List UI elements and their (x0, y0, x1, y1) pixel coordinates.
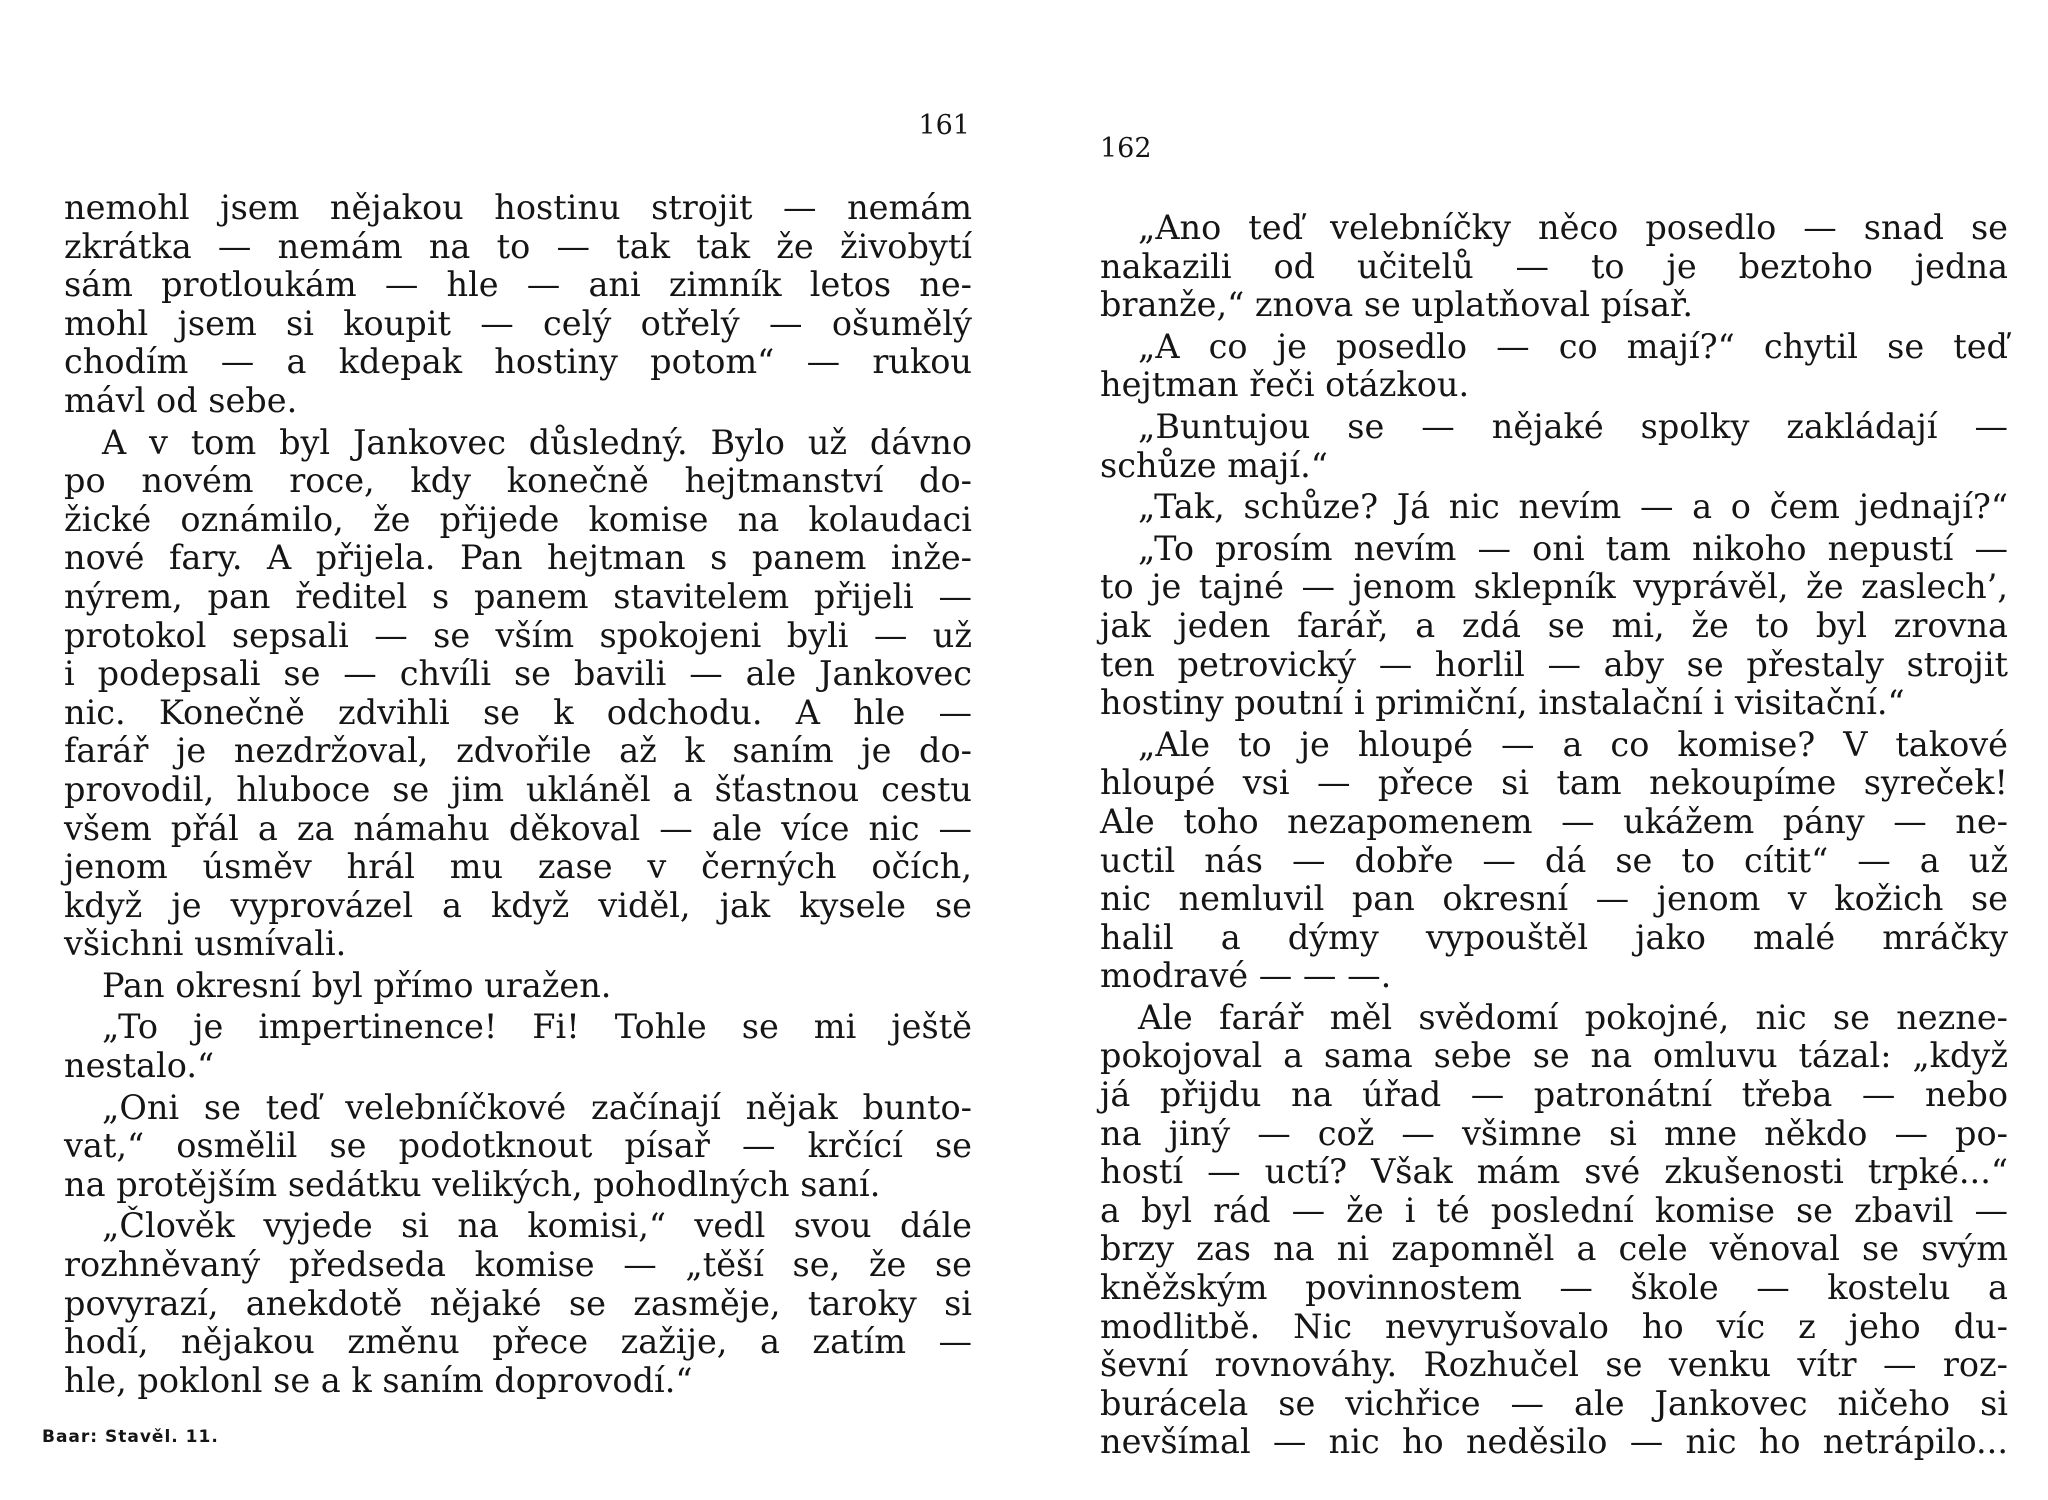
text-line: hejtman řeči otázkou. (1100, 365, 1470, 405)
text-line: já přijdu na úřad — patronátní třeba — nebo (1100, 1075, 2008, 1115)
text-line: nýrem, pan ředitel s panem stavitelem přijeli — (64, 576, 972, 616)
text-line: A v tom byl Jankovec důsledný. Bylo už dávno (102, 422, 972, 462)
text-line: rozhněvaný předseda komise — „těší se, že se (64, 1245, 972, 1285)
text-line: „Ano teď velebníčky něco posedlo — snad se (1138, 208, 2008, 247)
text-line: nic. Konečně zdvihli se k odchodu. A hle — (64, 692, 972, 732)
text-line: všichni usmívali. (64, 924, 347, 964)
right-page (1100, 0, 2010, 1500)
page-number: 162 (1100, 133, 1152, 164)
text-line: burácela se vichřice — ale Jankovec ničeho si (1100, 1383, 2008, 1423)
text-line: hle, poklonl se a k saním doprovodí.“ (64, 1360, 693, 1400)
text-line: hostí — uctí? Však mám své zkušenosti trpké...“ (1100, 1152, 2008, 1192)
text-line: hloupé vsi — přece si tam nekoupíme syreček! (1100, 763, 2008, 803)
text-line: hodí, nějakou změnu přece zažije, a zatím — (64, 1322, 972, 1362)
text-line: vat,“ osmělil se podotknout písař — krčící se (64, 1126, 972, 1166)
printer-signature: Baar: Stavěl. 11. (42, 1427, 219, 1447)
text-line: „Člověk vyjede si na komisi,“ vedl svou dále (102, 1206, 972, 1246)
text-line: povyrazí, anekdotě nějaké se zasměje, taroky si (64, 1283, 972, 1323)
text-line: nemohl jsem nějakou hostinu strojit — nemám (64, 188, 972, 227)
left-page (64, 0, 974, 1500)
text-line: mávl od sebe. (64, 380, 298, 420)
text-line: branže,“ znova se uplatňoval písař. (1100, 285, 1693, 325)
text-line: „Buntujou se — nějaké spolky zakládají — (1138, 406, 2008, 446)
text-line: nevšímal — nic ho neděsilo — nic ho netrápilo... (1100, 1422, 2008, 1462)
text-line: to je tajné — jenom sklepník vyprávěl, že zaslech’, (1100, 567, 2008, 607)
text-line: „Ale to je hloupé — a co komise? V takové (1138, 724, 2008, 764)
text-line: na protějším sedátku velikých, pohodlných saní. (64, 1164, 881, 1204)
text-line: nic nemluvil pan okresní — jenom v kožich se (1100, 879, 2008, 919)
text-line: modravé — — —. (1100, 956, 1392, 996)
text-line: když je vyprovázel a když viděl, jak kysele se (64, 885, 972, 925)
text-line: modlitbě. Nic nevyrušovalo ho víc z jeho du- (1100, 1306, 2008, 1346)
text-line: jenom úsměv hrál mu zase v černých očích, (64, 847, 972, 887)
text-line: „Tak, schůze? Já nic nevím — a o čem jednají?“ (1138, 487, 2008, 527)
page-text (1100, 209, 2008, 1462)
text-line: chodím — a kdepak hostiny potom“ — rukou (64, 342, 972, 382)
page-number: 161 (918, 110, 970, 141)
text-line: „A co je posedlo — co mají?“ chytil se teď (1138, 326, 2008, 366)
text-line: ten petrovický — horlil — aby se přestaly strojit (1100, 644, 2008, 684)
text-line: nestalo.“ (64, 1046, 215, 1086)
text-line: na jiný — což — všimne si mne někdo — po- (1100, 1113, 2008, 1153)
text-line: „To prosím nevím — oni tam nikoho nepustí — (1138, 528, 2008, 568)
text-line: „Oni se teď velebníčkové začínají nějak bunto- (102, 1087, 972, 1127)
text-line: všem přál a za námahu děkoval — ale více nic — (64, 808, 972, 848)
text-line: žické oznámilo, že přijede komise na kolaudaci (64, 499, 972, 539)
text-line: Ale farář měl svědomí pokojné, nic se nezne- (1138, 997, 2008, 1037)
text-line: pokojoval a sama sebe se na omluvu tázal: „když (1100, 1036, 2008, 1076)
text-line: jak jeden farář, a zdá se mi, že to byl zrovna (1100, 605, 2008, 645)
text-line: nové fary. A přijela. Pan hejtman s panem inže- (64, 538, 972, 578)
text-line: halil a dýmy vypouštěl jako malé mráčky (1100, 917, 2008, 957)
text-line: a byl rád — že i té poslední komise se zbavil — (1100, 1190, 2008, 1230)
text-line: brzy zas na ni zapomněl a cele věnoval se svým (1100, 1229, 2008, 1269)
text-line: i podepsali se — chvíli se bavili — ale Jankovec (64, 654, 972, 694)
text-line: ševní rovnováhy. Rozhučel se venku vítr — roz- (1100, 1345, 2008, 1385)
text-line: zkrátka — nemám na to — tak tak že živobytí (64, 226, 972, 266)
text-line: hostiny poutní i primiční, instalační i visitační.“ (1100, 683, 1905, 723)
text-line: Ale toho nezapomenem — ukážem pány — ne- (1100, 801, 2008, 841)
text-line: Pan okresní byl přímo uražen. (102, 965, 612, 1005)
text-line: kněžským povinnostem — škole — kostelu a (1100, 1268, 2008, 1308)
text-line: farář je nezdržoval, zdvořile až k saním je do- (64, 731, 972, 771)
page-text (64, 189, 972, 1400)
text-line: uctil nás — dobře — dá se to cítit“ — a už (1100, 840, 2008, 880)
text-line: nakazili od učitelů — to je beztoho jedna (1100, 246, 2008, 286)
text-line: po novém roce, kdy konečně hejtmanství do- (64, 461, 972, 501)
text-line: provodil, hluboce se jim ukláněl a šťastnou cestu (64, 769, 972, 809)
text-line: mohl jsem si koupit — celý otřelý — ošumělý (64, 303, 972, 343)
text-line: protokol sepsali — se vším spokojeni byli — už (64, 615, 972, 655)
text-line: schůze mají.“ (1100, 445, 1328, 485)
text-line: sám protloukám — hle — ani zimník letos ne- (64, 265, 972, 305)
text-line: „To je impertinence! Fi! Tohle se mi ještě (102, 1007, 972, 1047)
